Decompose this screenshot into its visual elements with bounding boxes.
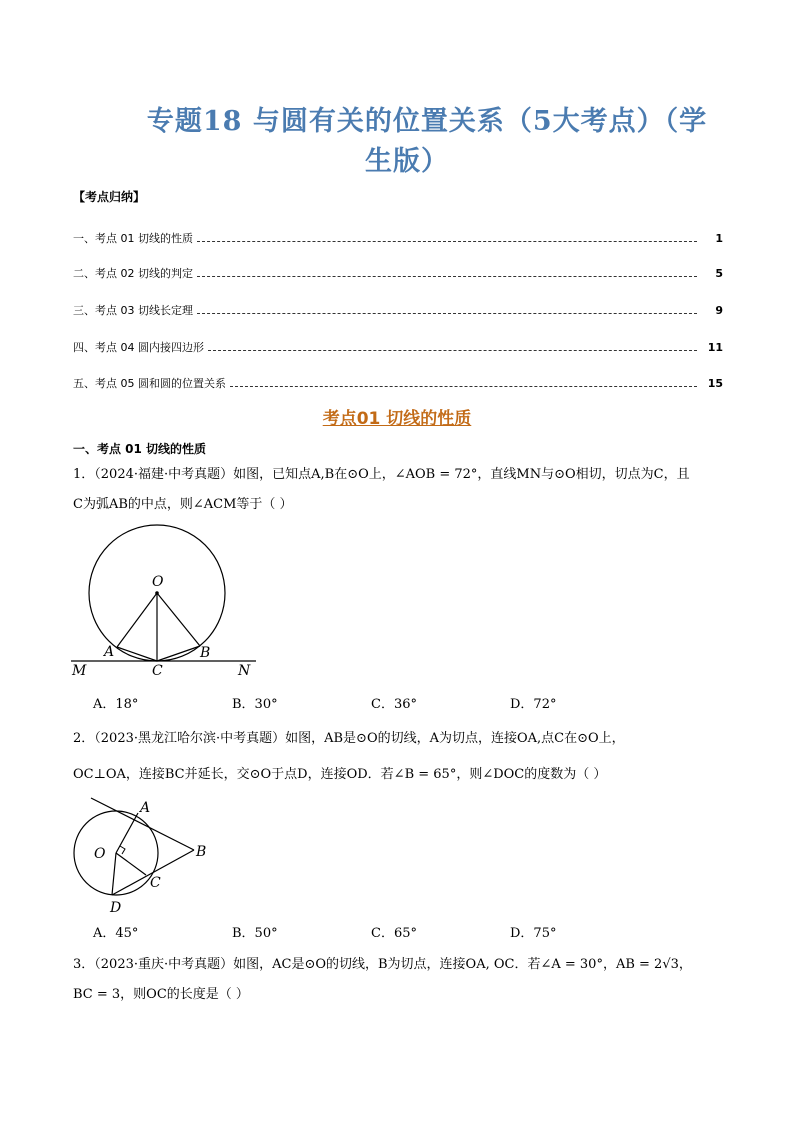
toc-item-label: 二、考点 02 切线的判定	[73, 267, 193, 280]
toc-leader	[230, 379, 697, 387]
option-a[interactable]: A．18°	[93, 697, 139, 712]
question-2-figure	[66, 790, 226, 915]
toc-item-5[interactable]	[73, 375, 723, 391]
page-title-line1: 专题18 与圆有关的位置关系（5大考点）（学	[146, 106, 708, 137]
toc-item-label: 五、考点 05 圆和圆的位置关系	[73, 377, 226, 390]
toc-item-label: 四、考点 04 圆内接四边形	[73, 341, 204, 354]
sub-heading: 一、考点 01 切线的性质	[73, 442, 207, 456]
label-N: N	[238, 663, 251, 679]
question-1-line2: C为弧AB的中点，则∠ACM等于（ ）	[73, 497, 293, 512]
question-1-line1: 1．（2024·福建·中考真题）如图，已知点A,B在⊙O上，∠AOB = 72°，直线MN与⊙O相切，切点为C，且	[73, 467, 690, 482]
question-1-options	[93, 693, 693, 712]
label-C: C	[150, 875, 161, 891]
question-2-line1: 2．（2023·黑龙江哈尔滨·中考真题）如图，AB是⊙O的切线，A为切点，连接OA,点C在⊙O上，	[73, 731, 625, 746]
option-b[interactable]: B．50°	[232, 926, 278, 941]
question-3-line1: 3．（2023·重庆·中考真题）如图，AC是⊙O的切线，B为切点，连接OA, OC．若∠A = 30°，AB = 2√3，	[73, 957, 692, 972]
option-c[interactable]: C．65°	[371, 926, 417, 941]
label-B: B	[200, 645, 211, 661]
label-M: M	[72, 663, 87, 679]
toc-item-3[interactable]	[73, 302, 723, 318]
toc-page-number: 15	[707, 376, 723, 390]
question-3-line2: BC = 3，则OC的长度是（ ）	[73, 987, 249, 1002]
section-title: 考点01 切线的性质	[322, 409, 472, 429]
toc-item-label: 三、考点 03 切线长定理	[73, 304, 193, 317]
toc-leader	[197, 306, 697, 314]
toc-item-label: 一、考点 01 切线的性质	[73, 232, 193, 245]
toc-item-2[interactable]	[73, 265, 723, 281]
label-O: O	[94, 846, 106, 862]
label-O: O	[152, 574, 164, 590]
option-a[interactable]: A．45°	[93, 926, 139, 941]
option-b[interactable]: B．30°	[232, 697, 278, 712]
option-d[interactable]: D．72°	[510, 697, 557, 712]
summary-label: 【考点归纳】	[73, 190, 146, 204]
toc-page-number: 9	[715, 303, 723, 317]
toc-leader	[197, 269, 697, 277]
toc-page-number: 1	[715, 231, 723, 245]
label-A: A	[140, 800, 151, 816]
option-c[interactable]: C．36°	[371, 697, 417, 712]
label-D: D	[110, 900, 122, 915]
question-1-figure	[66, 520, 266, 680]
toc-item-4[interactable]	[73, 339, 723, 355]
label-A: A	[104, 644, 115, 660]
option-d[interactable]: D．75°	[510, 926, 557, 941]
toc-page-number: 5	[715, 266, 723, 280]
page-title-line2: 生版）	[365, 146, 449, 177]
question-2-line2: OC⊥OA，连接BC并延长，交⊙O于点D，连接OD．若∠B = 65°，则∠DOC的度数为（ ）	[73, 767, 607, 782]
toc-leader	[208, 343, 697, 351]
label-C: C	[152, 663, 163, 679]
label-B: B	[196, 844, 207, 860]
question-2-options	[93, 922, 693, 941]
toc-leader	[197, 234, 697, 242]
toc-page-number: 11	[707, 340, 723, 354]
toc-item-1[interactable]	[73, 230, 723, 246]
